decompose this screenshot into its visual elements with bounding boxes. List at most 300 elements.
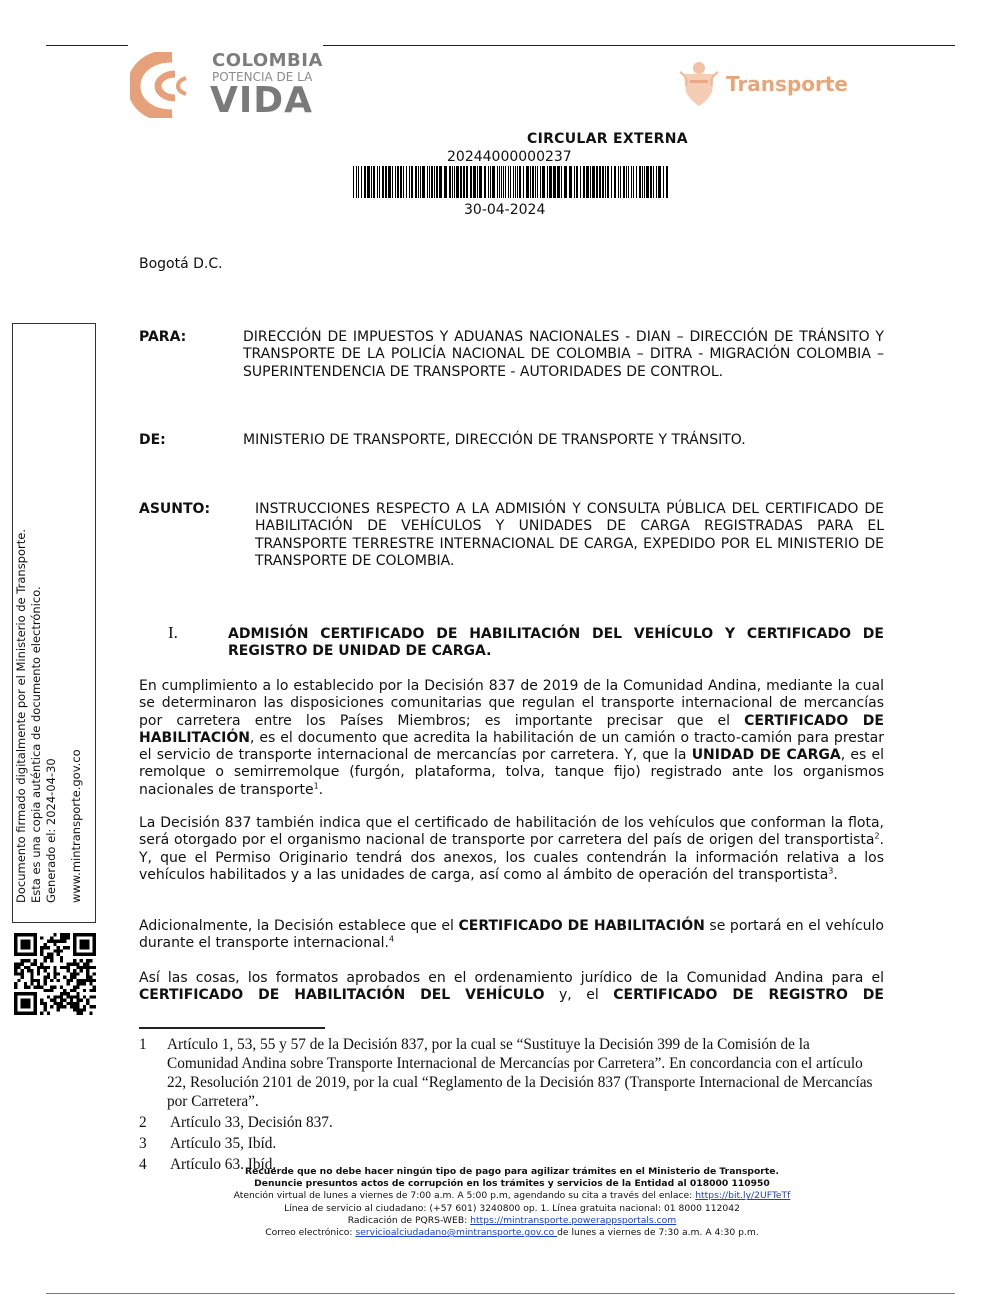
qr-module	[93, 985, 96, 988]
qr-module	[47, 940, 50, 943]
qr-module	[14, 966, 17, 969]
barcode-bar	[397, 166, 399, 198]
qr-module	[47, 953, 50, 956]
barcode-bar	[409, 166, 410, 198]
qr-module	[66, 969, 69, 972]
barcode-bar	[501, 166, 502, 198]
qr-module	[73, 963, 76, 966]
barcode-bar	[631, 166, 632, 198]
qr-module	[47, 972, 50, 975]
circular-date: 30-04-2024	[464, 202, 546, 218]
qr-module	[40, 949, 43, 952]
barcode-bar	[628, 166, 629, 198]
barcode-bar	[653, 166, 654, 198]
qr-module	[40, 999, 43, 1002]
qr-module	[53, 949, 56, 952]
footnote-list	[139, 1035, 884, 1174]
barcode-bar	[532, 166, 534, 198]
qr-module	[83, 1008, 86, 1011]
barcode-bar	[519, 166, 521, 198]
barcode-bar	[650, 166, 652, 198]
qr-module	[63, 936, 66, 939]
qr-module	[89, 989, 92, 992]
qr-module	[44, 976, 47, 979]
barcode-bar	[490, 166, 491, 198]
qr-module	[76, 999, 79, 1002]
qr-module	[47, 956, 50, 959]
footer	[140, 1166, 884, 1239]
qr-module	[70, 1002, 73, 1005]
logo-c-icon	[130, 52, 200, 118]
qr-module	[73, 995, 76, 998]
qr-module	[14, 985, 17, 988]
qr-module	[86, 966, 89, 969]
qr-module	[86, 999, 89, 1002]
qr-module	[60, 1002, 63, 1005]
signature-website[interactable]: www.mintransporte.gov.co	[69, 749, 83, 903]
logo-transporte-text: Transporte	[726, 72, 848, 96]
qr-module	[50, 985, 53, 988]
barcode-bar	[611, 166, 612, 198]
qr-module	[24, 982, 27, 985]
footer-line-4: Línea de servicio al ciudadano: (+57 601) 3240800 op. 1. Línea gratuita nacional: 01 8000 112042	[284, 1202, 740, 1214]
qr-module	[44, 1008, 47, 1011]
qr-module	[50, 956, 53, 959]
qr-module	[60, 995, 63, 998]
footnote-ref-4[interactable]: 4	[389, 934, 395, 944]
barcode-bar	[367, 166, 370, 198]
footnote-separator	[139, 1027, 325, 1029]
barcode-bar	[605, 166, 606, 198]
qr-module	[93, 972, 96, 975]
barcode-bar	[633, 166, 634, 198]
qr-module	[63, 966, 66, 969]
paragraph-2-text: La Decisión 837 también indica que el certificado de habilitación de los vehículos que conforman la flota, será otorgado por el organismo nacional de transporte por carretera del país de origen del transportista	[139, 815, 884, 849]
qr-module	[89, 976, 92, 979]
barcode-bar	[415, 166, 417, 198]
qr-module	[17, 972, 20, 975]
qr-module	[73, 976, 76, 979]
qr-module	[70, 976, 73, 979]
footnote-number: 3	[139, 1135, 147, 1152]
de-label: DE:	[139, 432, 166, 448]
qr-module	[76, 982, 79, 985]
logo-potencia-text: POTENCIA DE LA	[212, 70, 313, 84]
barcode-bar	[553, 166, 556, 198]
barcode	[353, 166, 668, 198]
qr-module	[17, 979, 20, 982]
qr-module	[44, 959, 47, 962]
barcode-bar	[466, 166, 468, 198]
qr-module	[60, 956, 63, 959]
qr-module	[60, 992, 63, 995]
qr-module	[21, 959, 24, 962]
qr-module	[89, 982, 92, 985]
barcode-bar	[523, 166, 524, 198]
qr-module	[21, 963, 24, 966]
signature-line-2: Esta es una copia auténtica de documento electrónico.	[29, 586, 43, 903]
qr-module	[76, 966, 79, 969]
qr-module	[63, 989, 66, 992]
qr-module	[27, 959, 30, 962]
paragraph-3-bold: CERTIFICADO DE HABILITACIÓN	[458, 918, 705, 934]
paragraph-2-text: .	[833, 866, 838, 883]
footnote-number: 1	[139, 1036, 147, 1053]
barcode-bar	[586, 166, 589, 198]
para-label: PARA:	[139, 329, 187, 345]
qr-module	[93, 966, 96, 969]
qr-module	[66, 992, 69, 995]
barcode-bar	[470, 166, 472, 198]
qr-module	[37, 979, 40, 982]
qr-module	[40, 936, 43, 939]
coat-of-arms-icon	[678, 58, 720, 108]
qr-module	[17, 963, 20, 966]
barcode-bar	[574, 166, 575, 198]
qr-module	[14, 972, 17, 975]
qr-module	[73, 989, 76, 992]
qr-module	[80, 940, 90, 950]
barcode-bar	[569, 166, 572, 198]
qr-module	[63, 999, 66, 1002]
qr-module	[83, 963, 86, 966]
qr-module	[76, 1008, 79, 1011]
barcode-bar	[549, 166, 552, 198]
qr-module	[21, 969, 24, 972]
barcode-bar	[427, 166, 428, 198]
logo-colombia-text: COLOMBIA	[212, 50, 323, 71]
qr-module	[47, 966, 50, 969]
barcode-bar	[385, 166, 387, 198]
qr-module	[50, 959, 53, 962]
footer-line-5	[140, 1215, 884, 1227]
qr-module	[80, 969, 83, 972]
qr-module	[50, 1005, 53, 1008]
circular-number: 20244000000237	[447, 149, 572, 165]
footnote-text: Artículo 63. Ibíd.	[170, 1156, 277, 1173]
barcode-bar	[510, 166, 511, 198]
qr-module	[57, 949, 60, 952]
qr-module	[70, 963, 73, 966]
qr-module	[60, 949, 63, 952]
footnote-ref-2[interactable]: 2	[874, 831, 880, 841]
barcode-bar	[488, 166, 489, 198]
qr-module	[57, 953, 60, 956]
barcode-bar	[607, 166, 609, 198]
qr-module	[63, 992, 66, 995]
footer-line-5-text: Radicación de PQRS-WEB:	[347, 1214, 471, 1226]
footnote-text: Artículo 33, Decisión 837.	[170, 1114, 333, 1131]
qr-module	[53, 933, 56, 936]
qr-module	[40, 1002, 43, 1005]
qr-module	[60, 985, 63, 988]
barcode-bar	[492, 166, 495, 198]
circular-title: CIRCULAR EXTERNA	[527, 131, 688, 147]
qr-module	[60, 999, 63, 1002]
qr-module	[47, 946, 50, 949]
qr-module	[34, 963, 37, 966]
qr-module	[53, 966, 56, 969]
barcode-bar	[599, 166, 601, 198]
footnote-text: Artículo 1, 53, 55 y 57 de la Decisión 837, por la cual se “Sustituye la Decisión 399 de la Comisión de la Comunidad Andina sobre Transporte Internacional de Mercancías por Carretera”. En concordancia con el artículo 22, Resolución 2101 de 2019, por la cual “Reglamento de la Decisión 837 (Transporte Internacional de Mercancías por Carretera”.	[167, 1036, 873, 1110]
barcode-bar	[377, 166, 378, 198]
barcode-bar	[503, 166, 504, 198]
paragraph-1-text: .	[318, 781, 324, 798]
qr-module	[24, 985, 27, 988]
qr-module	[63, 933, 66, 936]
qr-module	[83, 995, 86, 998]
barcode-bar	[444, 166, 447, 198]
qr-module	[60, 959, 63, 962]
qr-module	[34, 985, 37, 988]
footnote-ref-3[interactable]: 3	[828, 866, 834, 876]
qr-module	[76, 1005, 79, 1008]
barcode-bar	[411, 166, 413, 198]
barcode-bar	[353, 166, 354, 198]
paragraph-1	[139, 678, 884, 799]
barcode-bar	[356, 166, 357, 198]
qr-module	[34, 979, 37, 982]
barcode-bar	[479, 166, 482, 198]
appointment-link[interactable]: https://bit.ly/2UFTeTf	[695, 1190, 791, 1202]
paragraph-4	[139, 970, 884, 1005]
qr-module	[27, 966, 30, 969]
barcode-bar	[371, 166, 372, 198]
barcode-bar	[596, 166, 598, 198]
barcode-bar	[576, 166, 578, 198]
qr-module	[47, 989, 50, 992]
barcode-bar	[526, 166, 529, 198]
barcode-bar	[542, 166, 545, 198]
barcode-bar	[642, 166, 643, 198]
asunto-text: INSTRUCCIONES RESPECTO A LA ADMISIÓN Y CONSULTA PÚBLICA DEL CERTIFICADO DE HABILITACIÓN DE VEHÍCULOS Y UNIDADES DE CARGA REGISTRADAS PARA EL TRANSPORTE TERRESTRE INTERNACIONAL DE CARGA, EXPEDIDO POR EL MINISTERIO DE TRANSPORTE DE COLOMBIA.	[255, 501, 884, 569]
footnote-number: 2	[139, 1114, 147, 1131]
barcode-bar	[473, 166, 476, 198]
qr-module	[57, 1005, 60, 1008]
qr-module	[47, 976, 50, 979]
qr-module	[40, 953, 43, 956]
qr-module	[30, 976, 33, 979]
qr-module	[14, 969, 17, 972]
header-rule-right	[323, 45, 955, 46]
qr-module	[14, 982, 17, 985]
qr-module	[17, 966, 20, 969]
barcode-bar	[505, 166, 506, 198]
qr-module	[83, 979, 86, 982]
qr-module	[21, 976, 24, 979]
barcode-bar	[364, 166, 366, 198]
qr-module	[73, 959, 76, 962]
qr-module	[70, 999, 73, 1002]
barcode-bar	[602, 166, 604, 198]
digital-signature-text	[14, 529, 84, 903]
qr-module	[73, 1005, 76, 1008]
qr-module	[89, 979, 92, 982]
qr-module	[76, 1002, 79, 1005]
barcode-bar	[388, 166, 391, 198]
qr-module	[86, 969, 89, 972]
qr-module	[44, 969, 47, 972]
qr-module	[70, 1005, 73, 1008]
qr-module	[47, 1012, 50, 1015]
footer-line-2: Denuncie presuntos actos de corrupción en los trámites y servicios de la Entidad al 018000 110950	[254, 1178, 770, 1190]
paragraph-1-text: , es el remolque o semirremolque (furgón, plataforma, tolva, tanque fijo) registrado ante los organismos nacionales de transporte	[139, 747, 884, 798]
de-text: MINISTERIO DE TRANSPORTE, DIRECCIÓN DE TRANSPORTE Y TRÁNSITO.	[243, 432, 746, 448]
qr-module	[70, 989, 73, 992]
qr-module	[80, 959, 83, 962]
footer-line-3-text: Atención virtual de lunes a viernes de 7:00 a.m. A 5:00 p.m, agendando su cita a través del enlace:	[233, 1190, 696, 1202]
barcode-bar	[456, 166, 459, 198]
qr-module	[76, 1012, 79, 1015]
qr-module	[37, 982, 40, 985]
barcode-bar	[379, 166, 380, 198]
qr-module	[83, 989, 86, 992]
barcode-bar	[513, 166, 514, 198]
qr-module	[63, 946, 66, 949]
barcode-bar	[484, 166, 486, 198]
qr-module	[44, 966, 47, 969]
qr-module	[37, 966, 40, 969]
qr-module	[53, 940, 56, 943]
barcode-bar	[463, 166, 465, 198]
qr-module	[63, 940, 66, 943]
footnote-text: Artículo 35, Ibíd.	[170, 1135, 277, 1152]
barcode-bar	[422, 166, 425, 198]
qr-module	[40, 966, 43, 969]
qr-module	[76, 972, 79, 975]
pqrs-link[interactable]: https://mintransporte.powerappsportals.com	[470, 1214, 677, 1226]
qr-module	[40, 985, 43, 988]
qr-module	[70, 979, 73, 982]
logo-vida-text: VIDA	[210, 80, 313, 121]
barcode-bar	[656, 166, 657, 198]
qr-module	[50, 989, 53, 992]
qr-module	[60, 940, 63, 943]
qr-module	[80, 966, 83, 969]
qr-module	[93, 979, 96, 982]
barcode-bar	[658, 166, 661, 198]
barcode-bar	[547, 166, 548, 198]
qr-code-icon	[14, 933, 96, 1015]
barcode-bar	[535, 166, 536, 198]
barcode-bar	[540, 166, 541, 198]
qr-module	[44, 989, 47, 992]
qr-module	[80, 982, 83, 985]
qr-module	[66, 1002, 69, 1005]
footer-line-6-text: Correo electrónico:	[265, 1227, 356, 1239]
qr-module	[44, 943, 47, 946]
qr-module	[80, 999, 83, 1002]
barcode-bar	[436, 166, 438, 198]
qr-module	[76, 979, 79, 982]
barcode-bar	[623, 166, 625, 198]
qr-module	[57, 946, 60, 949]
barcode-bar	[406, 166, 407, 198]
qr-module	[86, 959, 89, 962]
qr-module	[24, 966, 27, 969]
signature-line-3: Generado el: 2024-04-30	[44, 758, 58, 903]
barcode-bar	[449, 166, 451, 198]
qr-module	[21, 999, 31, 1009]
barcode-bar	[620, 166, 621, 198]
qr-module	[57, 1008, 60, 1011]
qr-module	[80, 979, 83, 982]
barcode-bar	[499, 166, 500, 198]
qr-module	[60, 1005, 63, 1008]
qr-module	[93, 1005, 96, 1008]
barcode-bar	[395, 166, 396, 198]
barcode-bar	[373, 166, 375, 198]
footnote-item	[139, 1134, 884, 1153]
qr-module	[86, 963, 89, 966]
qr-module	[66, 982, 69, 985]
qr-module	[44, 979, 47, 982]
paragraph-4-bold-vehiculo: CERTIFICADO DE HABILITACIÓN DEL VEHÍCULO	[139, 987, 545, 1004]
barcode-bar	[663, 166, 664, 198]
qr-module	[40, 1012, 43, 1015]
qr-module	[53, 985, 56, 988]
footer-line-1: Recuerde que no debe hacer ningún tipo de pago para agilizar trámites en el Ministerio de Transporte.	[245, 1166, 779, 1177]
footnote-ref-1[interactable]: 1	[313, 781, 319, 791]
barcode-bar	[626, 166, 627, 198]
qr-module	[50, 999, 53, 1002]
qr-module	[30, 969, 33, 972]
barcode-bar	[392, 166, 393, 198]
footer-line-3	[140, 1190, 884, 1202]
barcode-bar	[420, 166, 421, 198]
qr-module	[21, 972, 24, 975]
barcode-bar	[618, 166, 619, 198]
barcode-bar	[460, 166, 462, 198]
footnote-item	[139, 1035, 884, 1111]
qr-module	[76, 995, 79, 998]
qr-module	[86, 976, 89, 979]
qr-module	[93, 995, 96, 998]
qr-module	[66, 979, 69, 982]
barcode-bar	[646, 166, 649, 198]
email-link[interactable]: servicioalciudadano@mintransporte.gov.co	[355, 1227, 558, 1239]
qr-module	[40, 946, 43, 949]
barcode-bar	[557, 166, 560, 198]
qr-module	[37, 972, 40, 975]
qr-module	[76, 963, 79, 966]
qr-module	[14, 963, 17, 966]
qr-module	[73, 972, 76, 975]
qr-module	[21, 940, 31, 950]
qr-module	[80, 1012, 83, 1015]
qr-module	[83, 1005, 86, 1008]
paragraph-1-text: En cumplimiento a lo establecido por la Decisión 837 de 2019 de la Comunidad Andina, mediante la cual se determinaron las disposiciones comunitarias que regulan el transporte internacional de mercancías por carretera entre los Países Miembros; es importante precisar que el	[139, 678, 884, 729]
qr-module	[66, 946, 69, 949]
paragraph-1-text: , es el documento que acredita la habilitación de un camión o tracto-camión para prestar el servicio de transporte internacional de mercancías por carretera. Y, que la	[139, 729, 884, 764]
qr-module	[66, 933, 69, 936]
qr-module	[50, 936, 53, 939]
para-text: DIRECCIÓN DE IMPUESTOS Y ADUANAS NACIONALES - DIAN – DIRECCIÓN DE TRÁNSITO Y TRANSPORTE DE LA POLICÍA NACIONAL DE COLOMBIA – DITRA - MIGRACIÓN COLOMBIA – SUPERINTENDENCIA DE TRANSPORTE - AUTORIDADES DE CONTROL.	[243, 329, 884, 380]
footnote-number: 4	[139, 1156, 147, 1173]
qr-module	[53, 976, 56, 979]
paragraph-4-text: y, el	[544, 987, 614, 1004]
qr-module	[66, 995, 69, 998]
qr-module	[89, 995, 92, 998]
qr-module	[66, 963, 69, 966]
qr-module	[73, 985, 76, 988]
qr-module	[34, 959, 37, 962]
barcode-bar	[614, 166, 616, 198]
qr-module	[80, 1008, 83, 1011]
qr-module	[73, 969, 76, 972]
qr-module	[53, 972, 56, 975]
barcode-bar	[639, 166, 641, 198]
